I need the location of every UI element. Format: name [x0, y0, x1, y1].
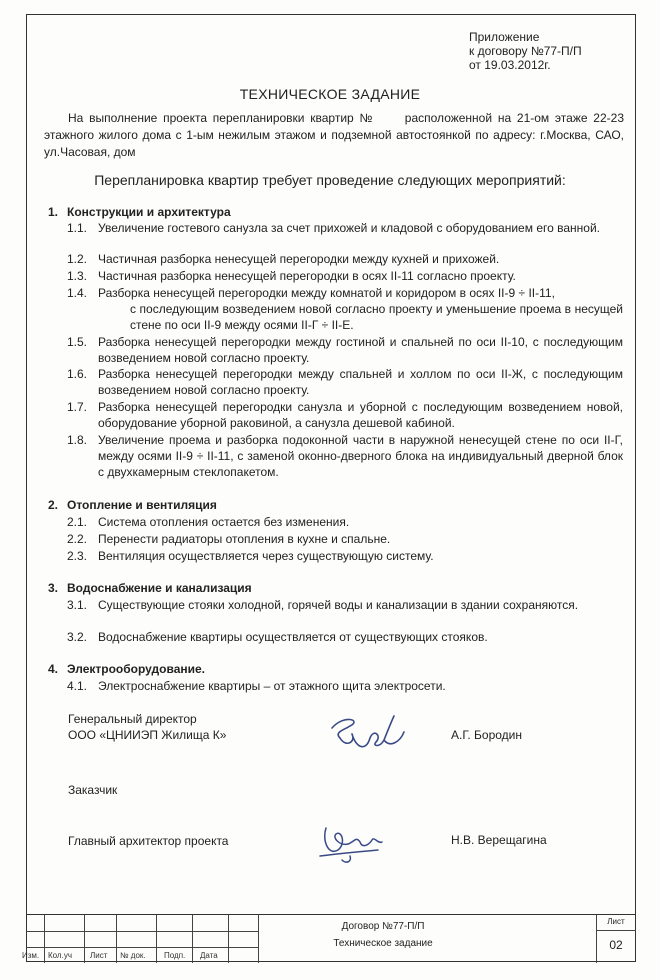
item-number: 1.4.	[67, 286, 88, 300]
list-item	[67, 597, 623, 613]
section-number: 2.	[48, 498, 59, 512]
item-text: Электроснабжение квартиры – от этажного щита электросети.	[98, 679, 446, 693]
section-heading	[48, 662, 205, 676]
item-text-continuation: с последующим возведением новой согласно проекту и уменьшение проема в несущей стене по оси II-9 между осями II-Г ÷ II-Е.	[130, 302, 623, 332]
architect-signature-icon	[312, 816, 394, 868]
intro-part-1: На выполнение проекта перепланировки квартир №	[68, 111, 375, 125]
divider	[116, 915, 117, 963]
item-text: Разборка ненесущей перегородки между спальней и холлом по оси II-Ж, с последующим возведением новой согласно проекту.	[98, 367, 623, 397]
divider	[156, 915, 157, 963]
item-number: 1.2.	[67, 252, 88, 266]
annex-line-3: от 19.03.2012г.	[469, 58, 551, 72]
item-number: 2.1.	[67, 515, 88, 529]
section-number: 4.	[48, 662, 59, 676]
title-block	[22, 914, 636, 962]
column-label: Изм.	[22, 951, 40, 960]
annex-header	[469, 30, 582, 72]
architect-name: Н.В. Верещагина	[451, 833, 547, 847]
sheet-label: Лист	[607, 917, 625, 926]
section-title: Отопление и вентиляция	[67, 498, 217, 512]
divider	[26, 947, 258, 948]
item-text: Частичная разборка ненесущей перегородки в осях II-11 согласно проекту.	[98, 269, 516, 283]
list-item	[67, 514, 623, 530]
item-text: Увеличение гостевого санузла за счет прихожей и кладовой с оборудованием его ванной.	[98, 221, 600, 235]
item-number: 3.1.	[67, 598, 88, 612]
list-item	[67, 629, 623, 645]
item-number: 2.2.	[67, 532, 88, 546]
column-label: Подп.	[164, 951, 186, 960]
list-item	[67, 399, 623, 431]
annex-line-2: к договору №77-П/П	[469, 44, 582, 58]
section-heading	[48, 581, 252, 595]
item-text: Увеличение проема и разборка подоконной части в наружной ненесущей стене по оси II-Г, между осями II-9 ÷ II-11, с заменой оконно-дверного блока на индивидуальный дверной блок с двухкамерным стеклопакетом.	[98, 433, 623, 479]
list-item	[67, 251, 623, 267]
list-item	[67, 432, 623, 480]
list-item	[67, 220, 623, 236]
list-item	[67, 268, 623, 284]
architect-title: Главный архитектор проекта	[68, 834, 229, 848]
list-item	[67, 548, 623, 564]
item-text	[98, 285, 623, 333]
item-number: 1.1.	[67, 221, 88, 235]
lead-sentence: Перепланировка квартир требует проведение следующих мероприятий:	[94, 172, 566, 188]
divider	[26, 931, 258, 932]
section-title: Электрооборудование.	[67, 662, 206, 676]
item-number: 1.7.	[67, 400, 88, 414]
customer-title: Заказчик	[68, 783, 118, 797]
section-number: 1.	[48, 205, 59, 219]
section-heading	[48, 498, 217, 512]
divider	[192, 915, 193, 963]
director-name: А.Г. Бородин	[451, 728, 523, 742]
item-text-line-1: Разборка ненесущей перегородки между комнатой и коридором в осях II-9 ÷ II-11,	[98, 286, 555, 300]
divider	[596, 930, 636, 931]
intro-part-2: расположенной на 21-ом этаже 22-23 этажного жилого дома с 1-ым нежилым этажом и подземной автостоянкой по адресу: г.Москва, САО, ул.Часовая, дом	[44, 111, 624, 159]
director-signature-icon	[322, 708, 412, 756]
annex-line-1: Приложение	[469, 30, 540, 44]
item-text: Водоснабжение квартиры осуществляется от существующих стояков.	[98, 630, 488, 644]
list-item	[67, 334, 623, 366]
item-number: 1.6.	[67, 367, 88, 381]
director-title-line-1: Генеральный директор	[68, 712, 197, 726]
list-item	[67, 531, 623, 547]
column-label: № док.	[120, 951, 146, 960]
section-title: Конструкции и архитектура	[67, 205, 231, 219]
item-text: Частичная разборка ненесущей перегородки между кухней и прихожей.	[98, 252, 500, 266]
item-number: 3.2.	[67, 630, 88, 644]
item-text: Разборка ненесущей перегородки между гостиной и спальней по оси II-10, с последующим возведением новой согласно проекту.	[98, 335, 623, 365]
item-number: 4.1.	[67, 679, 88, 693]
document-name: Техническое задание	[333, 938, 433, 949]
column-label: Дата	[200, 951, 218, 960]
item-number: 1.3.	[67, 269, 88, 283]
intro-paragraph	[44, 110, 624, 161]
item-number: 2.3.	[67, 549, 88, 563]
section-heading	[48, 205, 231, 219]
column-label: Лист	[90, 951, 108, 960]
director-title	[68, 711, 226, 743]
item-text: Вентиляция осуществляется через существующую систему.	[98, 549, 434, 563]
item-text: Система отопления остается без изменения.	[98, 515, 350, 529]
item-text: Разборка ненесущей перегородки санузла и уборной с последующим возведением новой, оборудование уборной раковиной, а санузла дешевой кабиной.	[98, 400, 623, 430]
director-title-line-2: ООО «ЦНИИЭП Жилища К»	[68, 728, 227, 742]
list-item	[67, 366, 623, 398]
divider	[84, 915, 85, 963]
item-text: Существующие стояки холодной, горячей воды и канализации в здании сохраняются.	[98, 598, 579, 612]
column-label: Кол.уч	[48, 951, 72, 960]
document-title: ТЕХНИЧЕСКОЕ ЗАДАНИЕ	[239, 86, 421, 102]
divider	[228, 915, 229, 963]
sheet-number: 02	[609, 938, 623, 952]
section-title: Водоснабжение и канализация	[67, 581, 252, 595]
contract-number: Договор №77-П/П	[341, 921, 425, 932]
item-number: 1.8.	[67, 433, 88, 447]
divider	[44, 915, 45, 963]
section-number: 3.	[48, 581, 59, 595]
list-item	[67, 285, 623, 333]
item-text: Перенести радиаторы отопления в кухне и спальне.	[98, 532, 391, 546]
item-number: 1.5.	[67, 335, 88, 349]
list-item	[67, 678, 623, 694]
